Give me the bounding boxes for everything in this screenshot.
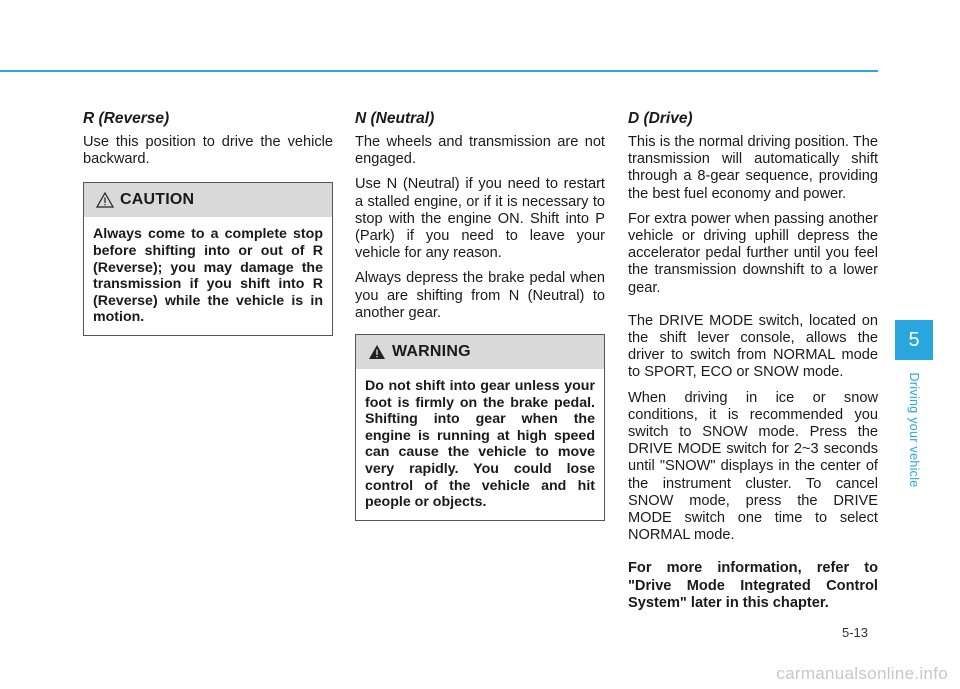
warning-header <box>356 335 604 369</box>
heading-reverse: R (Reverse) <box>83 110 170 127</box>
page-number: 5-13 <box>842 625 869 640</box>
drive-paragraph-5: For more information, refer to "Drive Mode Integrated Control System" later in this chapter. <box>628 560 878 611</box>
neutral-paragraph-1: The wheels and transmission are not engaged. <box>355 134 605 168</box>
warning-title: WARNING <box>392 343 471 361</box>
watermark: carmanualsonline.info <box>776 664 948 683</box>
column-drive <box>628 110 878 620</box>
caution-body: Always come to a complete stop before shifting into or out of R (Reverse); you may damage the transmission if you shift into R (Reverse) while the vehicle is in motion. <box>93 226 323 326</box>
caution-header <box>84 183 332 217</box>
neutral-paragraph-3: Always depress the brake pedal when you are shifting from N (Neutral) to another gear. <box>355 270 605 321</box>
chapter-side-label: Driving your vehicle <box>907 372 921 488</box>
caution-title: CAUTION <box>120 191 195 209</box>
column-reverse <box>83 110 333 336</box>
heading-drive: D (Drive) <box>628 110 693 127</box>
heading-neutral: N (Neutral) <box>355 110 435 127</box>
reverse-paragraph: Use this position to drive the vehicle backward. <box>83 134 333 168</box>
warning-body: Do not shift into gear unless your foot is firmly on the brake pedal. Shifting into gear when the engine is running at high speed can cause the vehicle to move very rapidly. You could lose control of the vehicle and hit people or objects. <box>365 378 595 511</box>
warning-triangle-icon <box>368 344 386 360</box>
drive-paragraph-1: This is the normal driving position. The transmission will automatically shift through a 8-gear sequence, providing the best fuel economy and power. <box>628 134 878 202</box>
drive-paragraph-3: The DRIVE MODE switch, located on the shift lever console, allows the driver to switch from NORMAL mode to SPORT, ECO or SNOW mode. <box>628 312 878 381</box>
drive-paragraph-2: For extra power when passing another vehicle or driving uphill depress the accelerator pedal further until you feel the transmission downshift to a lower gear. <box>628 210 878 296</box>
caution-box <box>83 182 333 336</box>
neutral-paragraph-2: Use N (Neutral) if you need to restart a stalled engine, or if it is necessary to stop with the engine ON. Shift into P (Park) if you need to leave your vehicle for any reason. <box>355 176 605 262</box>
drive-paragraph-4: When driving in ice or snow conditions, it is recommended you switch to SNOW mode. Press the DRIVE MODE switch for 2~3 seconds until "SNOW" displays in the center of the instrument cluster. To cancel SNOW mode, press the DRIVE MODE switch one time to select NORMAL mode. <box>628 389 878 544</box>
caution-triangle-icon <box>96 192 114 208</box>
column-neutral <box>355 110 605 521</box>
warning-box <box>355 334 605 521</box>
top-divider <box>0 70 878 72</box>
chapter-tab: 5 <box>895 320 933 360</box>
